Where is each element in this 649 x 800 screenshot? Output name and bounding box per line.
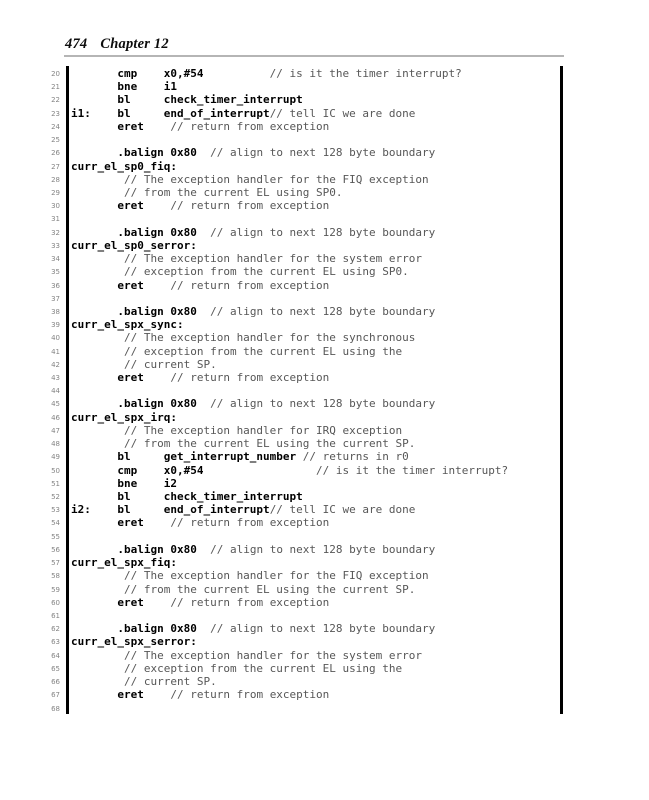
code-line-text [71, 397, 435, 410]
line-number: 48 [51, 440, 60, 449]
code-line [0, 265, 649, 278]
code-line [0, 464, 649, 477]
line-number: 60 [51, 598, 60, 607]
code-line-text [71, 662, 402, 675]
code-segment: i2: bl end_of_interrupt [71, 503, 270, 517]
code-segment: curr_el_spx_serror: [71, 635, 197, 649]
code-segment: curr_el_sp0_serror: [71, 238, 197, 252]
comment-segment: // The exception handler for the system error [71, 252, 422, 266]
code-line [0, 173, 649, 186]
code-line [0, 292, 649, 305]
code-line-text [71, 107, 415, 120]
line-number: 38 [51, 307, 60, 316]
code-segment: curr_el_spx_irq: [71, 410, 177, 424]
code-line [0, 662, 649, 675]
code-line [0, 107, 649, 120]
code-line-text [71, 437, 415, 450]
code-line-text [71, 318, 184, 331]
comment-segment: // exception from the current EL using the [71, 344, 403, 358]
code-segment: eret [71, 371, 144, 385]
page-header [65, 36, 169, 53]
code-line [0, 516, 649, 529]
code-line [0, 212, 649, 225]
code-line-text [71, 173, 429, 186]
code-line [0, 569, 649, 582]
code-line [0, 239, 649, 252]
code-line [0, 397, 649, 410]
chapter-title: Chapter 12 [100, 36, 169, 52]
code-line-text [71, 596, 329, 609]
line-number: 43 [51, 374, 60, 383]
code-segment: cmp x0,#54 [71, 67, 204, 80]
code-line [0, 702, 649, 715]
line-number: 47 [51, 426, 60, 435]
code-line [0, 318, 649, 331]
code-line-text [71, 305, 435, 318]
code-line [0, 331, 649, 344]
code-segment: bl check_timer_interrupt [71, 490, 303, 503]
code-line [0, 186, 649, 199]
code-line-text [71, 226, 435, 239]
code-segment: eret [71, 119, 144, 133]
code-line-text [71, 146, 435, 159]
code-line [0, 477, 649, 490]
line-number: 64 [51, 651, 60, 660]
line-number: 30 [51, 202, 60, 211]
comment-segment: // return from exception [143, 595, 330, 609]
code-line [0, 226, 649, 239]
code-line [0, 279, 649, 292]
code-line [0, 450, 649, 463]
line-number: 57 [51, 559, 60, 568]
comment-segment: // align to next 128 byte boundary [196, 146, 436, 160]
comment-segment: // The exception handler for IRQ exception [71, 423, 403, 437]
comment-segment: // current SP. [71, 357, 217, 371]
line-number: 32 [51, 228, 60, 237]
code-line-text [71, 411, 177, 424]
line-number: 56 [51, 545, 60, 554]
line-number: 42 [51, 360, 60, 369]
comment-segment: // from the current EL using SP0. [71, 185, 343, 199]
code-line [0, 675, 649, 688]
header-rule [64, 55, 564, 57]
code-line-text [71, 199, 329, 212]
code-line-text [71, 569, 429, 582]
code-line [0, 411, 649, 424]
code-line-text [71, 675, 217, 688]
code-line-text [71, 503, 415, 516]
line-number: 41 [51, 347, 60, 356]
code-line-text [71, 635, 197, 648]
line-number: 45 [51, 400, 60, 409]
line-number: 68 [51, 704, 60, 713]
code-line-text [71, 424, 402, 437]
code-line-text [71, 160, 177, 173]
code-segment: curr_el_spx_fiq: [71, 556, 177, 570]
code-line-text [71, 543, 435, 556]
code-line [0, 649, 649, 662]
code-line [0, 622, 649, 635]
code-line-text [71, 490, 303, 503]
code-line-text [71, 345, 402, 358]
line-number: 36 [51, 281, 60, 290]
line-number: 24 [51, 122, 60, 131]
code-line [0, 199, 649, 212]
code-line-text [71, 450, 409, 463]
comment-segment: // The exception handler for the system error [71, 648, 422, 662]
comment-segment: // is it the timer interrupt? [203, 463, 509, 477]
line-number: 29 [51, 188, 60, 197]
code-line-text [71, 688, 329, 701]
line-number: 51 [51, 479, 60, 488]
code-line [0, 80, 649, 93]
code-segment: eret [71, 595, 144, 609]
line-number: 37 [51, 294, 60, 303]
code-segment: .balign 0x80 [71, 622, 197, 636]
comment-segment: // align to next 128 byte boundary [196, 225, 436, 239]
line-number: 22 [51, 96, 60, 105]
line-number: 63 [51, 638, 60, 647]
code-line-text [71, 331, 415, 344]
code-line [0, 437, 649, 450]
code-line [0, 543, 649, 556]
line-number: 65 [51, 664, 60, 673]
code-listing [0, 67, 649, 715]
line-number: 44 [51, 387, 60, 396]
code-line [0, 530, 649, 543]
code-line-text [71, 252, 422, 265]
line-number: 59 [51, 585, 60, 594]
code-line-text [71, 279, 329, 292]
line-number: 39 [51, 321, 60, 330]
code-line [0, 596, 649, 609]
line-number: 21 [51, 83, 60, 92]
line-number: 20 [51, 70, 60, 78]
line-number: 61 [51, 611, 60, 620]
code-line [0, 146, 649, 159]
code-line-text [71, 477, 177, 490]
code-line-text [71, 80, 177, 93]
code-segment: i1: bl end_of_interrupt [71, 106, 270, 120]
line-number: 25 [51, 136, 60, 145]
page-number: 474 [65, 36, 88, 52]
code-line-text [71, 464, 508, 477]
code-segment: bne i1 [71, 80, 177, 94]
code-segment: eret [71, 516, 144, 530]
comment-segment: // return from exception [143, 278, 330, 292]
line-number: 54 [51, 519, 60, 528]
code-line-text [71, 67, 462, 80]
line-number: 28 [51, 175, 60, 184]
line-number: 53 [51, 506, 60, 515]
code-line-text [71, 120, 329, 133]
comment-segment: // return from exception [143, 516, 330, 530]
code-line [0, 358, 649, 371]
comment-segment: // exception from the current EL using the [71, 661, 403, 675]
code-segment: .balign 0x80 [71, 397, 197, 411]
line-number: 31 [51, 215, 60, 224]
comment-segment: // from the current EL using the current SP. [71, 582, 416, 596]
comment-segment: // align to next 128 byte boundary [196, 622, 436, 636]
code-line [0, 160, 649, 173]
comment-segment: // tell IC we are done [269, 503, 416, 517]
code-line [0, 490, 649, 503]
line-number: 34 [51, 255, 60, 264]
code-segment: eret [71, 278, 144, 292]
code-line [0, 93, 649, 106]
code-segment: bl get_interrupt_number [71, 450, 297, 464]
code-line-text [71, 239, 197, 252]
line-number: 66 [51, 678, 60, 687]
comment-segment: // exception from the current EL using SP0. [71, 265, 409, 279]
code-segment: cmp x0,#54 [71, 463, 204, 477]
code-line-text [71, 265, 409, 278]
code-segment: .balign 0x80 [71, 225, 197, 239]
comment-segment: // align to next 128 byte boundary [196, 397, 436, 411]
comment-segment: // align to next 128 byte boundary [196, 542, 436, 556]
line-number: 58 [51, 572, 60, 581]
code-line-text [71, 622, 435, 635]
line-number: 33 [51, 241, 60, 250]
code-line [0, 133, 649, 146]
comment-segment: // return from exception [143, 119, 330, 133]
code-line [0, 120, 649, 133]
code-line-text [71, 93, 303, 106]
line-number: 27 [51, 162, 60, 171]
code-lines [0, 67, 649, 715]
line-number: 35 [51, 268, 60, 277]
line-number: 50 [51, 466, 60, 475]
code-line [0, 635, 649, 648]
code-segment: curr_el_spx_sync: [71, 318, 184, 332]
line-number: 67 [51, 691, 60, 700]
line-number: 62 [51, 625, 60, 634]
code-line-text [71, 371, 329, 384]
code-segment: .balign 0x80 [71, 146, 197, 160]
comment-segment: // align to next 128 byte boundary [196, 304, 436, 318]
code-line-text [71, 556, 177, 569]
comment-segment: // tell IC we are done [269, 106, 416, 120]
code-line-text [71, 186, 343, 199]
code-segment: curr_el_sp0_fiq: [71, 159, 177, 173]
comment-segment: // The exception handler for the FIQ exception [71, 172, 429, 186]
line-number: 26 [51, 149, 60, 158]
line-number: 55 [51, 532, 60, 541]
code-line [0, 424, 649, 437]
comment-segment: // current SP. [71, 675, 217, 689]
line-number: 49 [51, 453, 60, 462]
code-line [0, 305, 649, 318]
code-line [0, 252, 649, 265]
comment-segment: // The exception handler for the FIQ exception [71, 569, 429, 583]
comment-segment: // The exception handler for the synchronous [71, 331, 416, 345]
code-segment: bl check_timer_interrupt [71, 93, 303, 107]
code-segment: eret [71, 199, 144, 213]
comment-segment: // from the current EL using the current SP. [71, 437, 416, 451]
line-number: 52 [51, 493, 60, 501]
comment-segment: // return from exception [143, 199, 330, 213]
code-line-text [71, 516, 329, 529]
code-segment: eret [71, 688, 144, 702]
line-number: 23 [51, 109, 60, 118]
comment-segment: // return from exception [143, 371, 330, 385]
code-line [0, 384, 649, 397]
code-segment: .balign 0x80 [71, 304, 197, 318]
code-line [0, 371, 649, 384]
line-number: 46 [51, 413, 60, 422]
code-segment: bne i2 [71, 476, 177, 490]
code-line [0, 503, 649, 516]
code-line-text [71, 358, 217, 371]
code-segment: .balign 0x80 [71, 542, 197, 556]
code-line [0, 345, 649, 358]
comment-segment: // returns in r0 [296, 450, 409, 464]
comment-segment: // return from exception [143, 688, 330, 702]
comment-segment: // is it the timer interrupt? [203, 67, 462, 80]
code-line-text [71, 583, 415, 596]
code-line [0, 67, 649, 80]
code-line [0, 688, 649, 701]
code-line [0, 556, 649, 569]
code-line [0, 609, 649, 622]
code-line-text [71, 649, 422, 662]
code-line [0, 583, 649, 596]
line-number: 40 [51, 334, 60, 343]
